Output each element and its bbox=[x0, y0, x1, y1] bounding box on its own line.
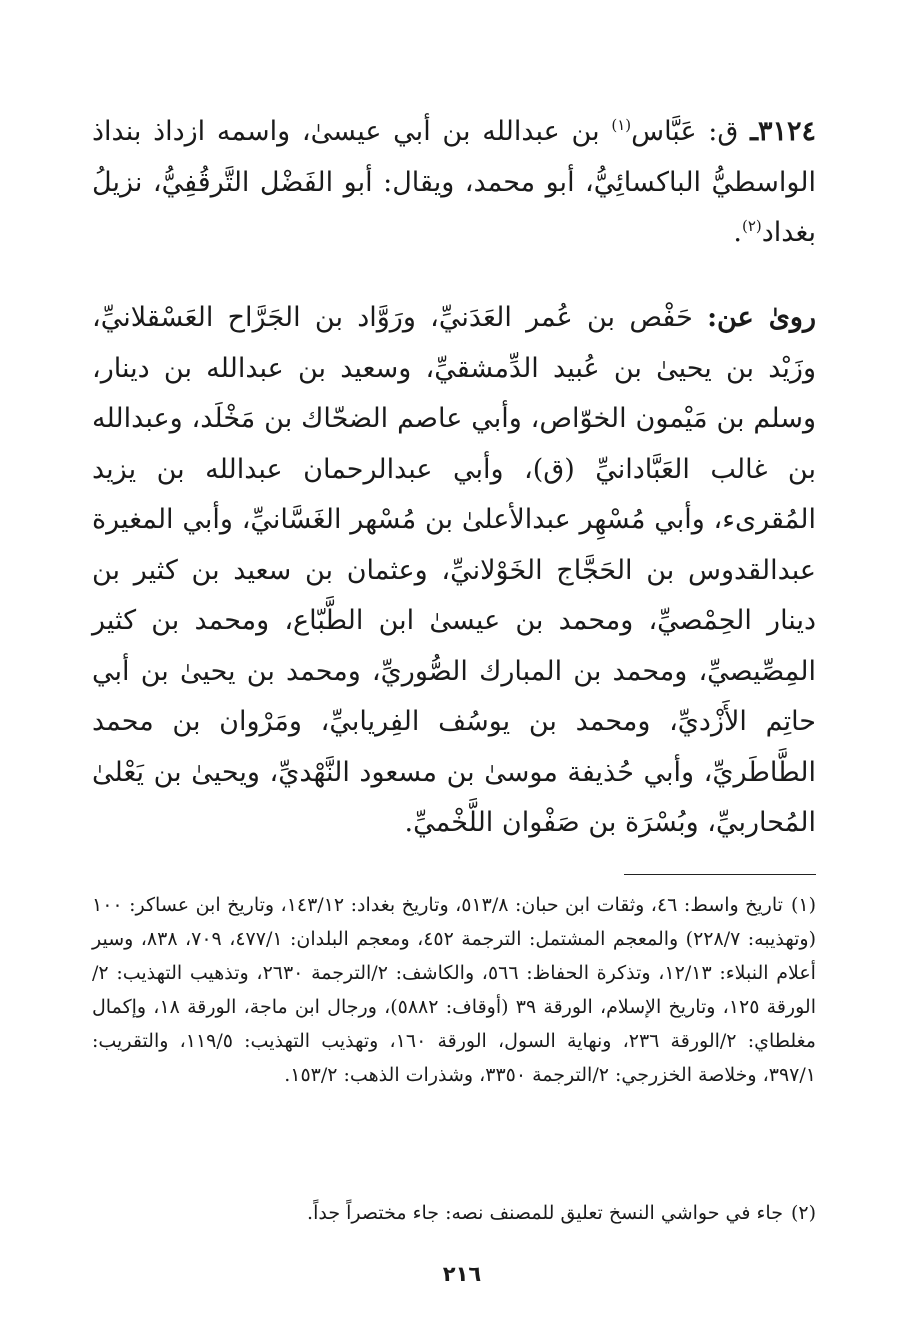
footnote-1-text: تاريخ واسط: ٤٦، وثقات ابن حبان: ٥١٣/٨، وتاريخ بغداد: ١٤٣/١٢، وتاريخ ابن عساكر: ١٠٠ (وتهذيبه: ٢٢٨/٧) والمعجم المشتمل: الترجمة ٤٥٢، ومعجم البلدان: ٤٧٧/١، ٧٠٩، ٨٣٨، وسير أعلام النبلاء: ١٢/١٣، وتذكرة الحفاظ: ٥٦٦، والكاشف: ٢/الترجمة ٢٦٣٠، وتذهيب التهذيب: ٢/الورقة ١٢٥، وتاريخ الإسلام، الورقة ٣٩ (أوقاف: ٥٨٨٢)، ورجال ابن ماجة، الورقة ١٨، وإكمال مغلطاي: ٢/الورقة ٢٣٦، ونهاية السول، الورقة ١٦٠، وتهذيب التهذيب: ١١٩/٥، والتقريب: ٣٩٧/١، وخلاصة الخزرجي: ٢/الترجمة ٣٣٥٠، وشذرات الذهب: ١٥٣/٢. bbox=[92, 894, 817, 1086]
footnote-ref-1: (١) bbox=[611, 116, 632, 134]
entry-end-punct: . bbox=[733, 217, 742, 248]
footnote-ref-2: (٢) bbox=[741, 217, 762, 235]
footnote-1 bbox=[92, 888, 816, 1092]
biography-entry bbox=[92, 107, 816, 259]
footnote-1-marker: (١) bbox=[790, 894, 816, 916]
page-number: ٢١٦ bbox=[442, 1262, 482, 1286]
entry-body-text: بن عبدالله بن أبي عيسىٰ، واسمه ازداذ بنداذ الواسطيُّ الباكسائِيُّ، أبو محمد، ويقال: أبو الفَضْل التَّرقُفِيُّ، نزيلُ بغداد bbox=[92, 116, 816, 248]
entry-dash: ـ bbox=[750, 116, 758, 147]
narration-paragraph bbox=[92, 293, 816, 849]
footnote-2-marker: (٢) bbox=[790, 1202, 816, 1224]
narrated-from-label: روىٰ عن: bbox=[707, 302, 817, 333]
footnote-2 bbox=[92, 1196, 816, 1230]
footnote-2-text: جاء في حواشي النسخ تعليق للمصنف نصه: جاء مختصراً جداً. bbox=[307, 1202, 783, 1224]
entry-number: ٣١٢٤ bbox=[757, 116, 816, 147]
footnote-separator bbox=[624, 874, 816, 875]
entry-heading-text: ق: عَبَّاس bbox=[631, 116, 751, 147]
narrated-from-list: حَفْص بن عُمر العَدَنيِّ، ورَوَّاد بن الجَرَّاح العَسْقلانيِّ، وزَيْد بن يحيىٰ بن عُبيد الدِّمشقيِّ، وسعيد بن عبدالله بن دينار، وسلم بن مَيْمون الخوّاص، وأبي عاصم الضحّاك بن مَخْلَد، وعبدالله بن غالب العَبَّادانيِّ (ق)، وأبي عبدالرحمان عبدالله بن يزيد المُقرىء، وأبي مُسْهِر عبدالأعلىٰ بن مُسْهر الغَسَّانيِّ، وأبي المغيرة عبدالقدوس بن الحَجَّاج الخَوْلانيِّ، وعثمان بن سعيد بن كثير بن دينار الحِمْصيِّ، ومحمد بن عيسىٰ ابن الطَّبّاع، ومحمد بن كثير المِصِّيصيِّ، ومحمد بن المبارك الصُّوريِّ، ومحمد بن يحيىٰ بن أبي حاتِم الأَزْديِّ، ومحمد بن يوسُف الفِريابيِّ، ومَرْوان بن محمد الطَّاطَريِّ، وأبي حُذيفة موسىٰ بن مسعود النَّهْديِّ، ويحيىٰ بن يَعْلىٰ المُحاربيِّ، وبُسْرَة بن صَفْوان اللَّخْميِّ. bbox=[92, 302, 817, 838]
